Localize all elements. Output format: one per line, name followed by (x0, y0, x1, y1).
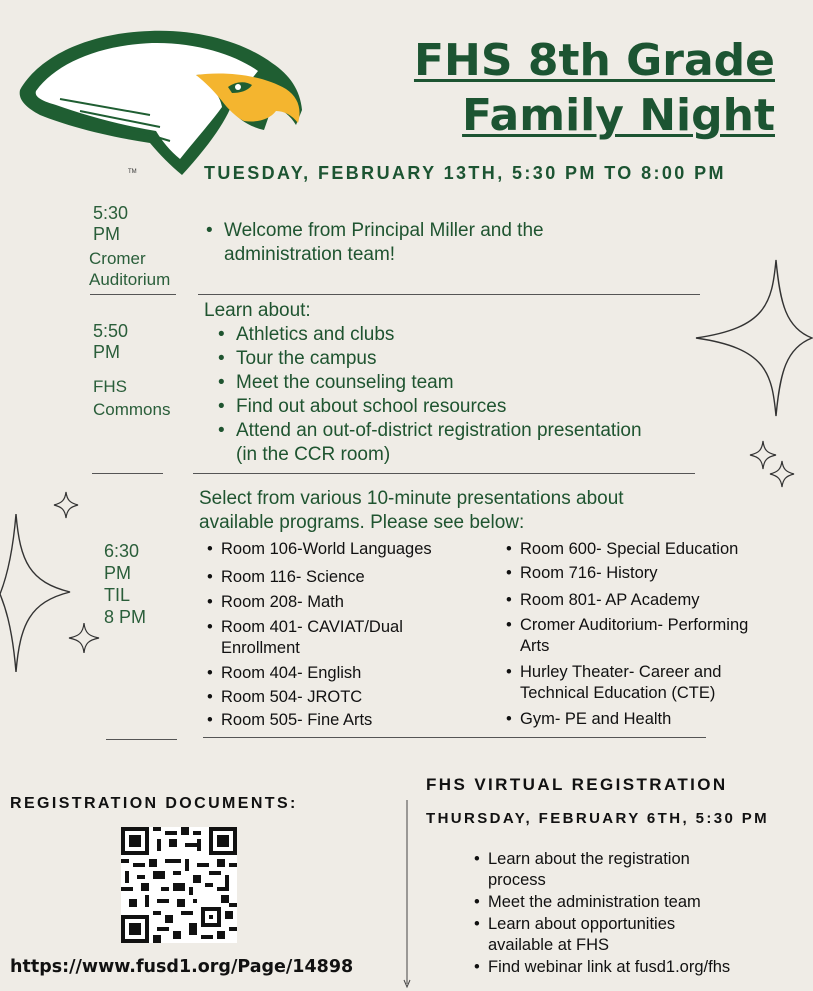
registration-docs-heading: REGISTRATION DOCUMENTS: (10, 795, 298, 812)
time-3-line3: TIL (104, 585, 131, 605)
list-item: • Room 716- History (504, 563, 794, 584)
eagle-logo (0, 15, 310, 180)
event-date: TUESDAY, FEBRUARY 13TH, 5:30 PM TO 8:00 PM (204, 163, 726, 183)
divider (90, 294, 176, 295)
list-item: • Room 404- English (205, 663, 495, 684)
list-item (504, 662, 794, 704)
section-1-item-cont: administration team! (224, 244, 396, 265)
section-3-intro-2: available programs. Please see below: (199, 512, 525, 533)
list-item: • Tour the campus (216, 347, 642, 371)
list-item-line2: available at FHS (488, 936, 610, 954)
list-item: • Find out about school resources (216, 395, 642, 419)
sparkle-icon (0, 512, 72, 674)
rooms-right-list (504, 539, 794, 730)
list-item-line1: • Learn about opportunities (488, 915, 676, 933)
section-2-items (216, 323, 642, 443)
time-3-line2: PM (104, 563, 131, 583)
time-1-line2: PM (93, 224, 120, 244)
list-item: • Room 116- Science (205, 567, 495, 588)
list-item-line2: Technical Education (CTE) (520, 684, 716, 702)
divider (92, 473, 163, 474)
list-item: • Gym- PE and Health (504, 709, 794, 730)
list-item (504, 615, 794, 657)
time-3 (104, 540, 146, 628)
time-2-line1: 5:50 (93, 321, 129, 341)
divider (198, 294, 700, 295)
location-2-line2: Commons (93, 400, 171, 419)
time-3-line4: 8 PM (104, 607, 147, 627)
section-2-intro: Learn about: (204, 300, 311, 321)
sparkle-icon (768, 460, 796, 488)
rooms-left-list (205, 539, 495, 731)
title-line-2: Family Night (462, 90, 775, 141)
list-item: • Room 505- Fine Arts (205, 710, 495, 731)
list-item: • Meet the administration team (472, 892, 802, 913)
virtual-date: THURSDAY, FEBRUARY 6TH, 5:30 PM (426, 810, 770, 827)
location-2-line1: FHS (93, 377, 127, 396)
list-item-line2: process (488, 871, 546, 889)
list-item: • Room 208- Math (205, 592, 495, 613)
list-item (472, 914, 802, 956)
title-line-1: FHS 8th Grade (413, 35, 775, 86)
list-item-line2: Enrollment (221, 639, 300, 657)
location-1-line1: Cromer (89, 249, 146, 268)
list-item: • Find webinar link at fusd1.org/fhs (472, 957, 802, 978)
location-1 (89, 248, 170, 290)
time-1 (93, 203, 128, 245)
list-item: • Attend an out-of-district registration presentation (216, 419, 642, 443)
list-item-line1: • Cromer Auditorium- Performing (520, 616, 749, 634)
list-item: • Room 504- JROTC (205, 687, 495, 708)
list-item: • Room 801- AP Academy (504, 590, 794, 611)
list-item: • Welcome from Principal Miller and the (204, 219, 544, 243)
registration-docs-url[interactable]: https://www.fusd1.org/Page/14898 (10, 957, 354, 977)
list-item: • Room 600- Special Education (504, 539, 794, 560)
time-2-line2: PM (93, 342, 120, 362)
list-item-line1: • Hurley Theater- Career and (520, 663, 722, 681)
list-item-line2: Arts (520, 637, 550, 655)
list-item: • Athletics and clubs (216, 323, 642, 347)
location-2 (93, 375, 170, 421)
time-3-line1: 6:30 (104, 541, 140, 561)
section-2-item-cont: (in the CCR room) (236, 444, 391, 465)
list-item (205, 617, 495, 659)
list-item-line1: • Learn about the registration (488, 850, 690, 868)
virtual-items (472, 849, 802, 978)
section-3-intro-1: Select from various 10-minute presentations about (199, 488, 624, 509)
trademark-mark: TM (128, 169, 137, 175)
time-2 (93, 321, 128, 363)
sparkle-icon (694, 258, 813, 418)
list-item-line1: • Room 401- CAVIAT/Dual (221, 618, 403, 636)
divider (106, 739, 177, 740)
qr-code[interactable] (121, 827, 237, 943)
divider (193, 473, 695, 474)
list-item (472, 849, 802, 891)
divider (203, 737, 706, 738)
section-1-items (204, 219, 544, 243)
vertical-divider (402, 800, 412, 990)
sparkle-icon (68, 622, 100, 654)
list-item: • Room 106-World Languages (205, 539, 495, 560)
location-1-line2: Auditorium (89, 270, 171, 289)
virtual-heading: FHS VIRTUAL REGISTRATION (426, 775, 728, 794)
time-1-line1: 5:30 (93, 203, 129, 223)
list-item: • Meet the counseling team (216, 371, 642, 395)
